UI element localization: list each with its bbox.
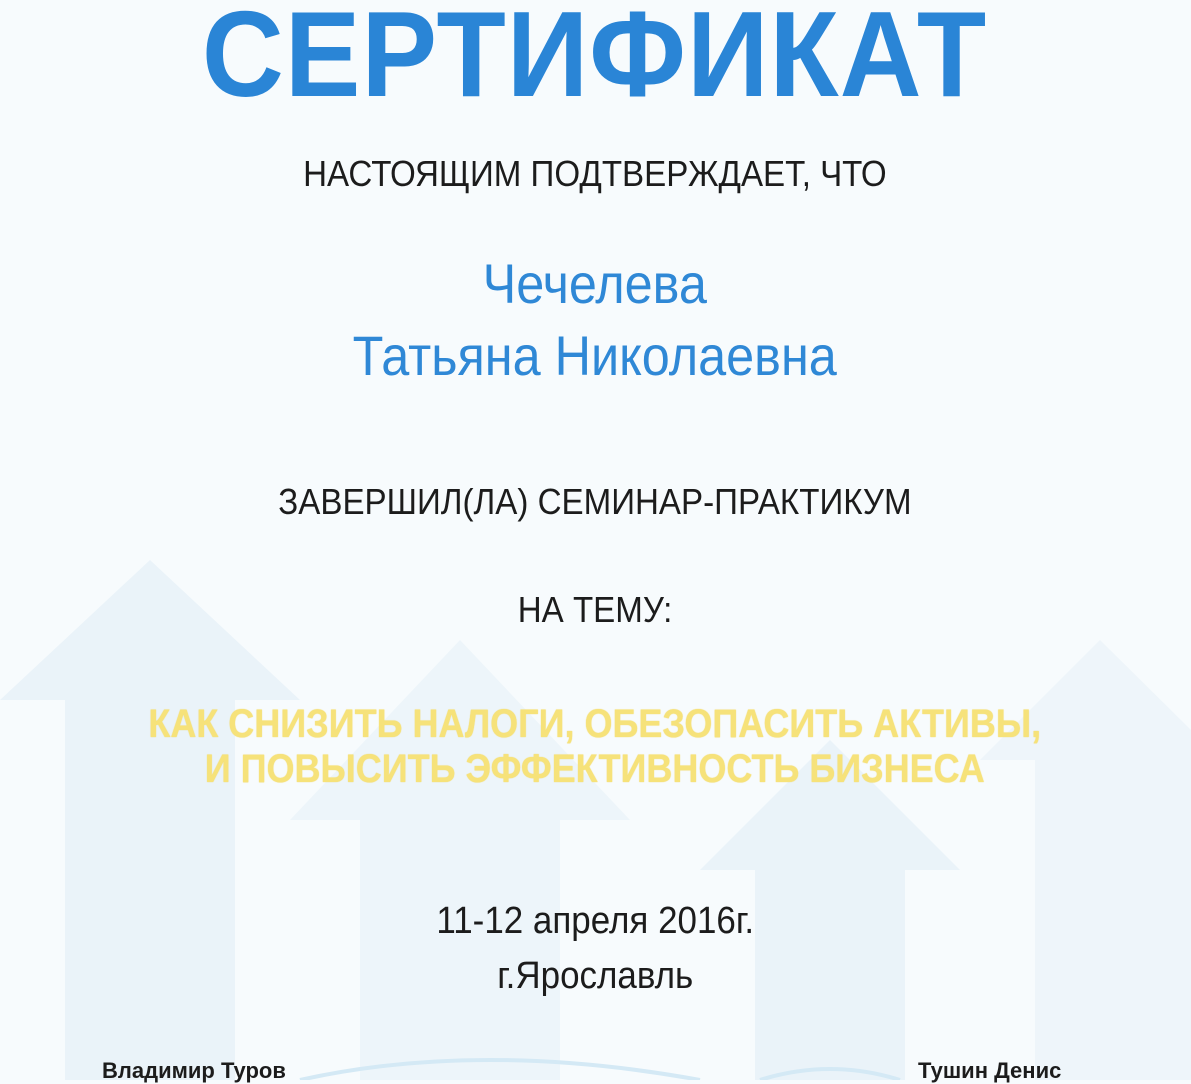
confirmation-text: НАСТОЯЩИМ ПОДТВЕРЖДАЕТ, ЧТО bbox=[303, 153, 887, 194]
seminar-topic-line-2: И ПОВЫСИТЬ ЭФФЕКТИВНОСТЬ БИЗНЕСА bbox=[204, 747, 985, 791]
completion-text: ЗАВЕРШИЛ(ЛА) СЕМИНАР-ПРАКТИКУМ bbox=[278, 481, 912, 522]
theme-label: НА ТЕМУ: bbox=[517, 589, 673, 630]
signer-left-name: Владимир Туров bbox=[102, 1058, 286, 1083]
seminar-topic-line-1: КАК СНИЗИТЬ НАЛОГИ, ОБЕЗОПАСИТЬ АКТИВЫ, bbox=[148, 702, 1042, 746]
recipient-surname: Чечелева bbox=[482, 252, 707, 315]
seminar-date: 11-12 апреля 2016г. bbox=[436, 900, 755, 942]
signer-right-name: Тушин Денис bbox=[918, 1058, 1062, 1083]
seminar-city: г.Ярославль bbox=[497, 955, 694, 997]
recipient-given-names: Татьяна Николаевна bbox=[352, 324, 837, 387]
certificate-title: СЕРТИФИКАТ bbox=[201, 0, 988, 122]
